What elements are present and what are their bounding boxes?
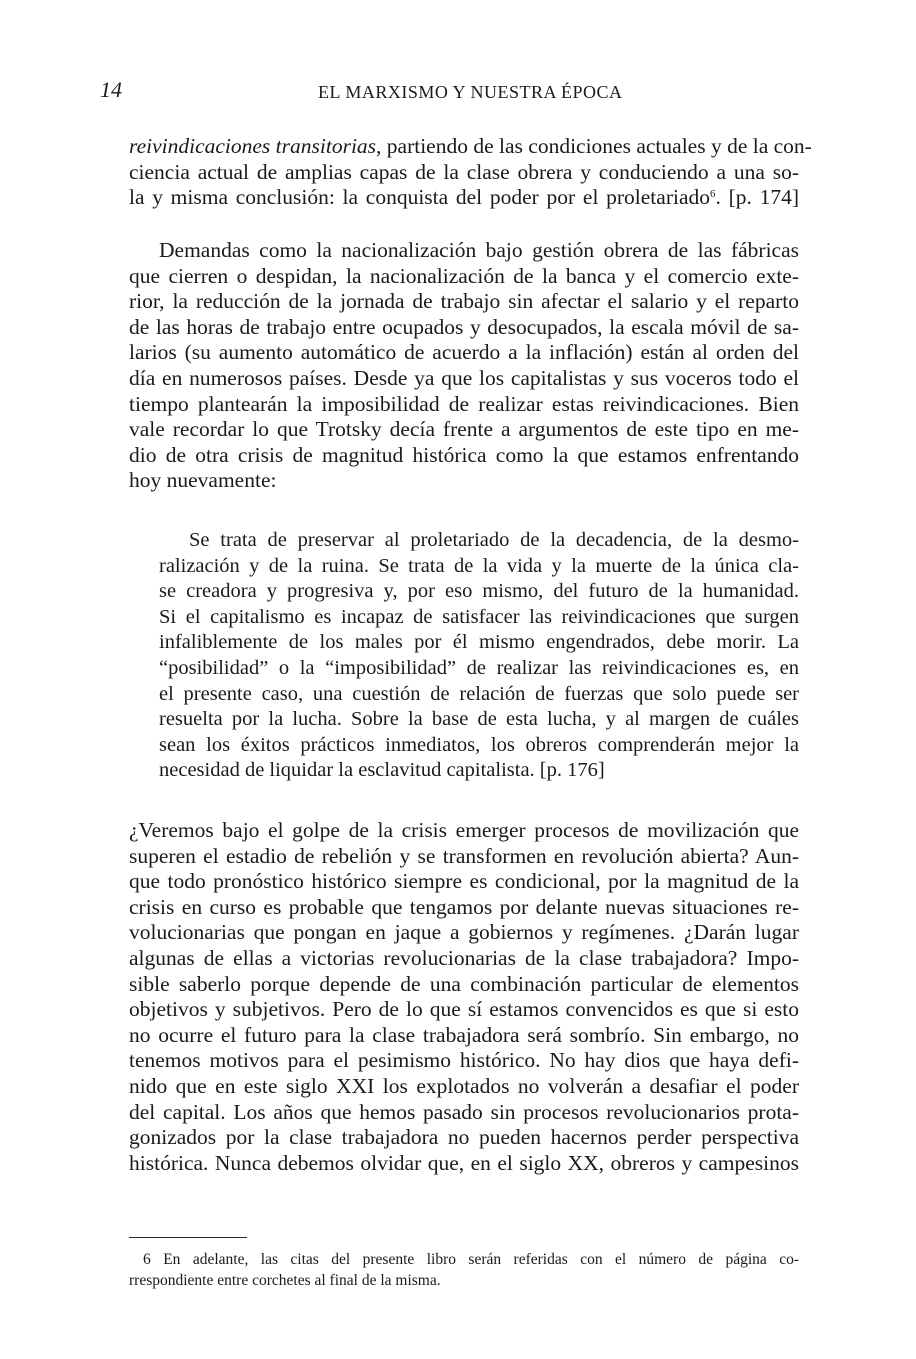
text-line: que todo pronóstico histórico siempre es condicional, por la magnitud de la bbox=[129, 869, 799, 894]
text-line: que cierren o despidan, la nacionalización de la banca y el comercio exte- bbox=[129, 263, 799, 288]
text-line: “posibilidad” o la “imposibilidad” de realizar las reivindicaciones es, en bbox=[159, 656, 799, 679]
text-line: nido que en este siglo XXI los explotados no volverán a desafiar el poder bbox=[129, 1073, 799, 1098]
footnote-divider bbox=[129, 1237, 247, 1238]
footnote-line: rrespondiente entre corchetes al final de la misma. bbox=[129, 1272, 441, 1289]
paragraph bbox=[129, 238, 799, 494]
text-line bbox=[129, 185, 799, 211]
text-line: algunas de ellas a victorias revolucionarias de la clase trabajadora? Impo- bbox=[129, 945, 799, 970]
text-line: tenemos motivos para el pesimismo histórico. No hay dios que haya defi- bbox=[129, 1048, 799, 1073]
text-line: necesidad de liquidar la esclavitud capitalista. [p. 176] bbox=[159, 759, 605, 782]
block-quote bbox=[159, 528, 799, 784]
text-line: Demandas como la nacionalización bajo gestión obrera de las fábricas bbox=[159, 238, 799, 262]
text-line: objetivos y subjetivos. Pero de lo que sí estamos convencidos es que si esto bbox=[129, 997, 799, 1022]
footnote-number: 6 bbox=[143, 1251, 151, 1268]
text-line: histórica. Nunca debemos olvidar que, en el siglo XX, obreros y campesinos bbox=[129, 1150, 799, 1175]
text-fragment: , partiendo de las condiciones actuales y de la con- bbox=[376, 134, 812, 158]
text-line: volucionarias que pongan en jaque a gobiernos y regímenes. ¿Darán lugar bbox=[129, 920, 799, 945]
text-line: del capital. Los años que hemos pasado sin procesos revolucionarios prota- bbox=[129, 1099, 799, 1124]
text-line: sible saberlo porque depende de una combinación particular de elementos bbox=[129, 971, 799, 996]
text-line: tiempo plantearán la imposibilidad de realizar estas reivindicaciones. Bien bbox=[129, 391, 799, 416]
text-line: hoy nuevamente: bbox=[129, 468, 277, 493]
text-line: superen el estadio de rebelión y se transformen en revolución abierta? Aun- bbox=[129, 843, 799, 868]
text-line: de las horas de trabajo entre ocupados y desocupados, la escala móvil de sa- bbox=[129, 314, 799, 339]
text-line: rior, la reducción de la jornada de trabajo sin afectar el salario y el reparto bbox=[129, 289, 799, 314]
text-line: infaliblemente de los males por él mismo engendrados, debe morir. La bbox=[159, 631, 799, 654]
text-line: ciencia actual de amplias capas de la clase obrera y conduciendo a una so- bbox=[129, 159, 799, 184]
text-line: el presente caso, una cuestión de relación de fuerzas que solo puede ser bbox=[159, 682, 799, 705]
text-line: crisis en curso es probable que tengamos por delante nuevas situaciones re- bbox=[129, 894, 799, 919]
text-line: se creadora y progresiva y, por eso mismo, del futuro de la humanidad. bbox=[159, 580, 799, 603]
text-line: larios (su aumento automático de acuerdo a la inflación) están al orden del bbox=[129, 340, 799, 365]
footnote bbox=[129, 1249, 799, 1291]
page-number: 14 bbox=[100, 77, 122, 102]
italic-term: reivindicaciones transitorias bbox=[129, 134, 377, 158]
text-line: dio de otra crisis de magnitud histórica como la que estamos enfrentando bbox=[129, 442, 799, 467]
text-line: sean los éxitos prácticos inmediatos, los obreros comprenderán mejor la bbox=[159, 733, 799, 756]
quote-continuation bbox=[129, 134, 812, 211]
page-reference: . [p. 174] bbox=[715, 185, 799, 210]
text-line: día en numerosos países. Desde ya que los capitalistas y sus voceros todo el bbox=[129, 365, 799, 390]
text-line: ¿Veremos bajo el golpe de la crisis emerger procesos de movilización que bbox=[129, 818, 799, 842]
text-line: gonizados por la clase trabajadora no pueden hacernos perder perspectiva bbox=[129, 1125, 799, 1150]
text-line: resuelta por la lucha. Sobre la base de esta lucha, y al margen de cuáles bbox=[159, 708, 799, 731]
text-line: no ocurre el futuro para la clase trabajadora será sombrío. Sin embargo, no bbox=[129, 1022, 799, 1047]
text-line: Se trata de preservar al proletariado de la decadencia, de la desmo- bbox=[189, 529, 799, 551]
text-line bbox=[129, 134, 812, 160]
footnote-text: En adelante, las citas del presente libro serán referidas con el número de página co- bbox=[163, 1251, 800, 1268]
text-line: Si el capitalismo es incapaz de satisfacer las reivindicaciones que surgen bbox=[159, 605, 799, 628]
running-title: EL MARXISMO Y NUESTRA ÉPOCA bbox=[318, 82, 623, 102]
text-line: vale recordar lo que Trotsky decía frente a argumentos de este tipo en me- bbox=[129, 417, 799, 442]
text-line: ralización y de la ruina. Se trata de la vida y la muerte de la única cla- bbox=[159, 554, 799, 577]
footnote-marker: 6 bbox=[710, 188, 716, 201]
text-fragment: la y misma conclusión: la conquista del poder por el proletariado bbox=[129, 185, 710, 210]
footnote-line bbox=[129, 1249, 799, 1270]
paragraph bbox=[129, 818, 799, 1176]
